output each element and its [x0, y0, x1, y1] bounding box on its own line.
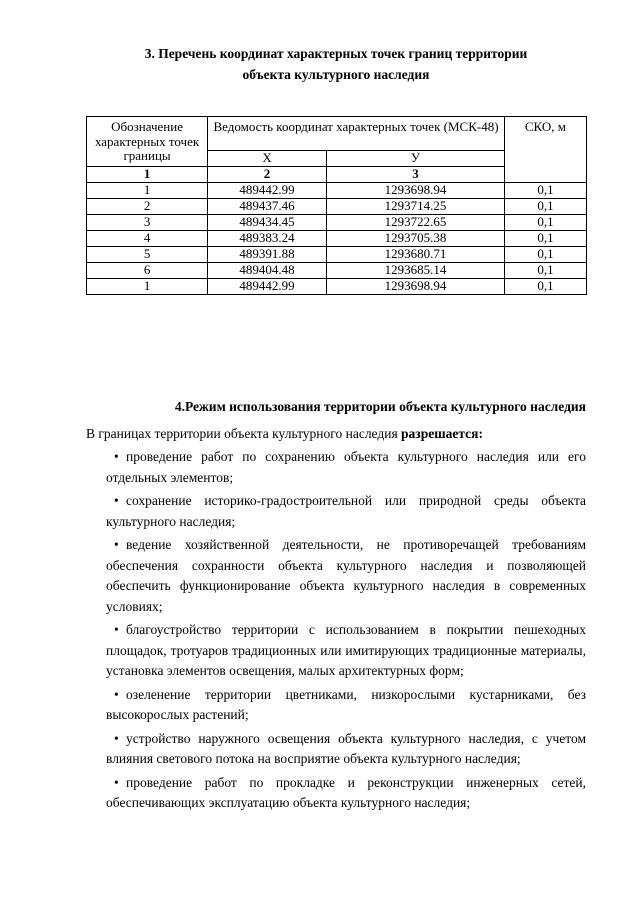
- cell-point: 5: [87, 247, 208, 263]
- list-item: [106, 620, 586, 682]
- list-item: [106, 685, 586, 726]
- bullet-icon: •: [114, 537, 119, 552]
- table-row: [87, 199, 587, 215]
- bullet-icon: •: [114, 686, 119, 702]
- list-item-text: устройство наружного освещения объекта культурного наследия, с учетом влияния светового потока на восприятие объекта культурного наследия;: [106, 730, 586, 766]
- table-header-row-1: [87, 117, 587, 151]
- cell-x: 489391.88: [208, 247, 327, 263]
- bullet-icon: •: [114, 774, 119, 790]
- header-x: Х: [208, 151, 327, 167]
- section-3-title-line-2: объекта культурного наследия: [242, 67, 430, 82]
- table-row: [87, 247, 587, 263]
- cell-x: 489442.99: [208, 279, 327, 295]
- table-row: [87, 263, 587, 279]
- list-item: [106, 447, 586, 488]
- list-item-text: озеленение территории цветниками, низкорослыми кустарниками, без высокорослых растений;: [106, 686, 586, 722]
- cell-x: 489437.46: [208, 199, 327, 215]
- coordinates-table: [86, 116, 587, 295]
- table-row: [87, 279, 587, 295]
- cell-y: 1293685.14: [326, 263, 504, 279]
- numbering-cell: 1: [87, 167, 208, 183]
- header-coordinates: Ведомость координат характерных точек (МСК-48): [208, 117, 505, 151]
- intro-bold-text: разрешается:: [401, 426, 483, 441]
- cell-y: 1293698.94: [326, 279, 504, 295]
- intro-text: В границах территории объекта культурного наследия: [86, 426, 402, 441]
- cell-point: 3: [87, 215, 208, 231]
- cell-x: 489434.45: [208, 215, 327, 231]
- table-row: [87, 183, 587, 199]
- cell-x: 489404.48: [208, 263, 327, 279]
- list-item-text: сохранение историко-градостроительной или природной среды объекта культурного наследия;: [106, 493, 586, 529]
- header-sko: СКО, м: [504, 117, 586, 183]
- table-row: [87, 231, 587, 247]
- list-item: [106, 535, 586, 617]
- list-item: [106, 491, 586, 532]
- cell-y: 1293714.25: [326, 199, 504, 215]
- cell-sko: 0,1: [504, 231, 586, 247]
- cell-sko: 0,1: [504, 247, 586, 263]
- cell-point: 1: [87, 279, 208, 295]
- permitted-activities-list: [106, 447, 586, 817]
- section-4-intro: [86, 425, 596, 443]
- header-point-designation: Обозначение характерных точек границы: [87, 117, 208, 167]
- cell-sko: 0,1: [504, 279, 586, 295]
- list-item-text: благоустройство территории с использованием в покрытии пешеходных площадок, тротуаров традиционных или имитирующих традиционные материалы, установка элементов освещения, малых архитектурных форм;: [106, 622, 586, 678]
- section-4-title: 4.Режим использования территории объекта культурного наследия: [174, 399, 586, 414]
- cell-y: 1293705.38: [326, 231, 504, 247]
- cell-point: 4: [87, 231, 208, 247]
- list-item-text: проведение работ по сохранению объекта культурного наследия или его отдельных элементов;: [106, 449, 586, 485]
- list-item-text: проведение работ по прокладке и реконструкции инженерных сетей, обеспечивающих эксплуатацию объекта культурного наследия;: [106, 774, 586, 810]
- section-3-title-line-1: 3. Перечень координат характерных точек границ территории: [144, 46, 528, 61]
- bullet-icon: •: [114, 622, 119, 637]
- cell-sko: 0,1: [504, 183, 586, 199]
- cell-y: 1293722.65: [326, 215, 504, 231]
- cell-sko: 0,1: [504, 199, 586, 215]
- list-item-text: ведение хозяйственной деятельности, не противоречащей требованиям обеспечения сохранности объекта культурного наследия и позволяющей обеспечить функционирование объекта культурного наследия в современных условиях;: [106, 537, 586, 614]
- list-item: [106, 773, 586, 814]
- cell-x: 489442.99: [208, 183, 327, 199]
- table-row: [87, 215, 587, 231]
- cell-sko: 0,1: [504, 215, 586, 231]
- bullet-icon: •: [114, 493, 119, 508]
- cell-y: 1293680.71: [326, 247, 504, 263]
- cell-point: 1: [87, 183, 208, 199]
- list-item: [106, 729, 586, 770]
- cell-x: 489383.24: [208, 231, 327, 247]
- numbering-cell: 2: [208, 167, 327, 183]
- numbering-cell: 3: [326, 167, 504, 183]
- cell-point: 2: [87, 199, 208, 215]
- cell-y: 1293698.94: [326, 183, 504, 199]
- bullet-icon: •: [114, 730, 119, 746]
- cell-sko: 0,1: [504, 263, 586, 279]
- section-3-title: [86, 43, 586, 85]
- cell-point: 6: [87, 263, 208, 279]
- bullet-icon: •: [114, 449, 119, 464]
- header-y: У: [326, 151, 504, 167]
